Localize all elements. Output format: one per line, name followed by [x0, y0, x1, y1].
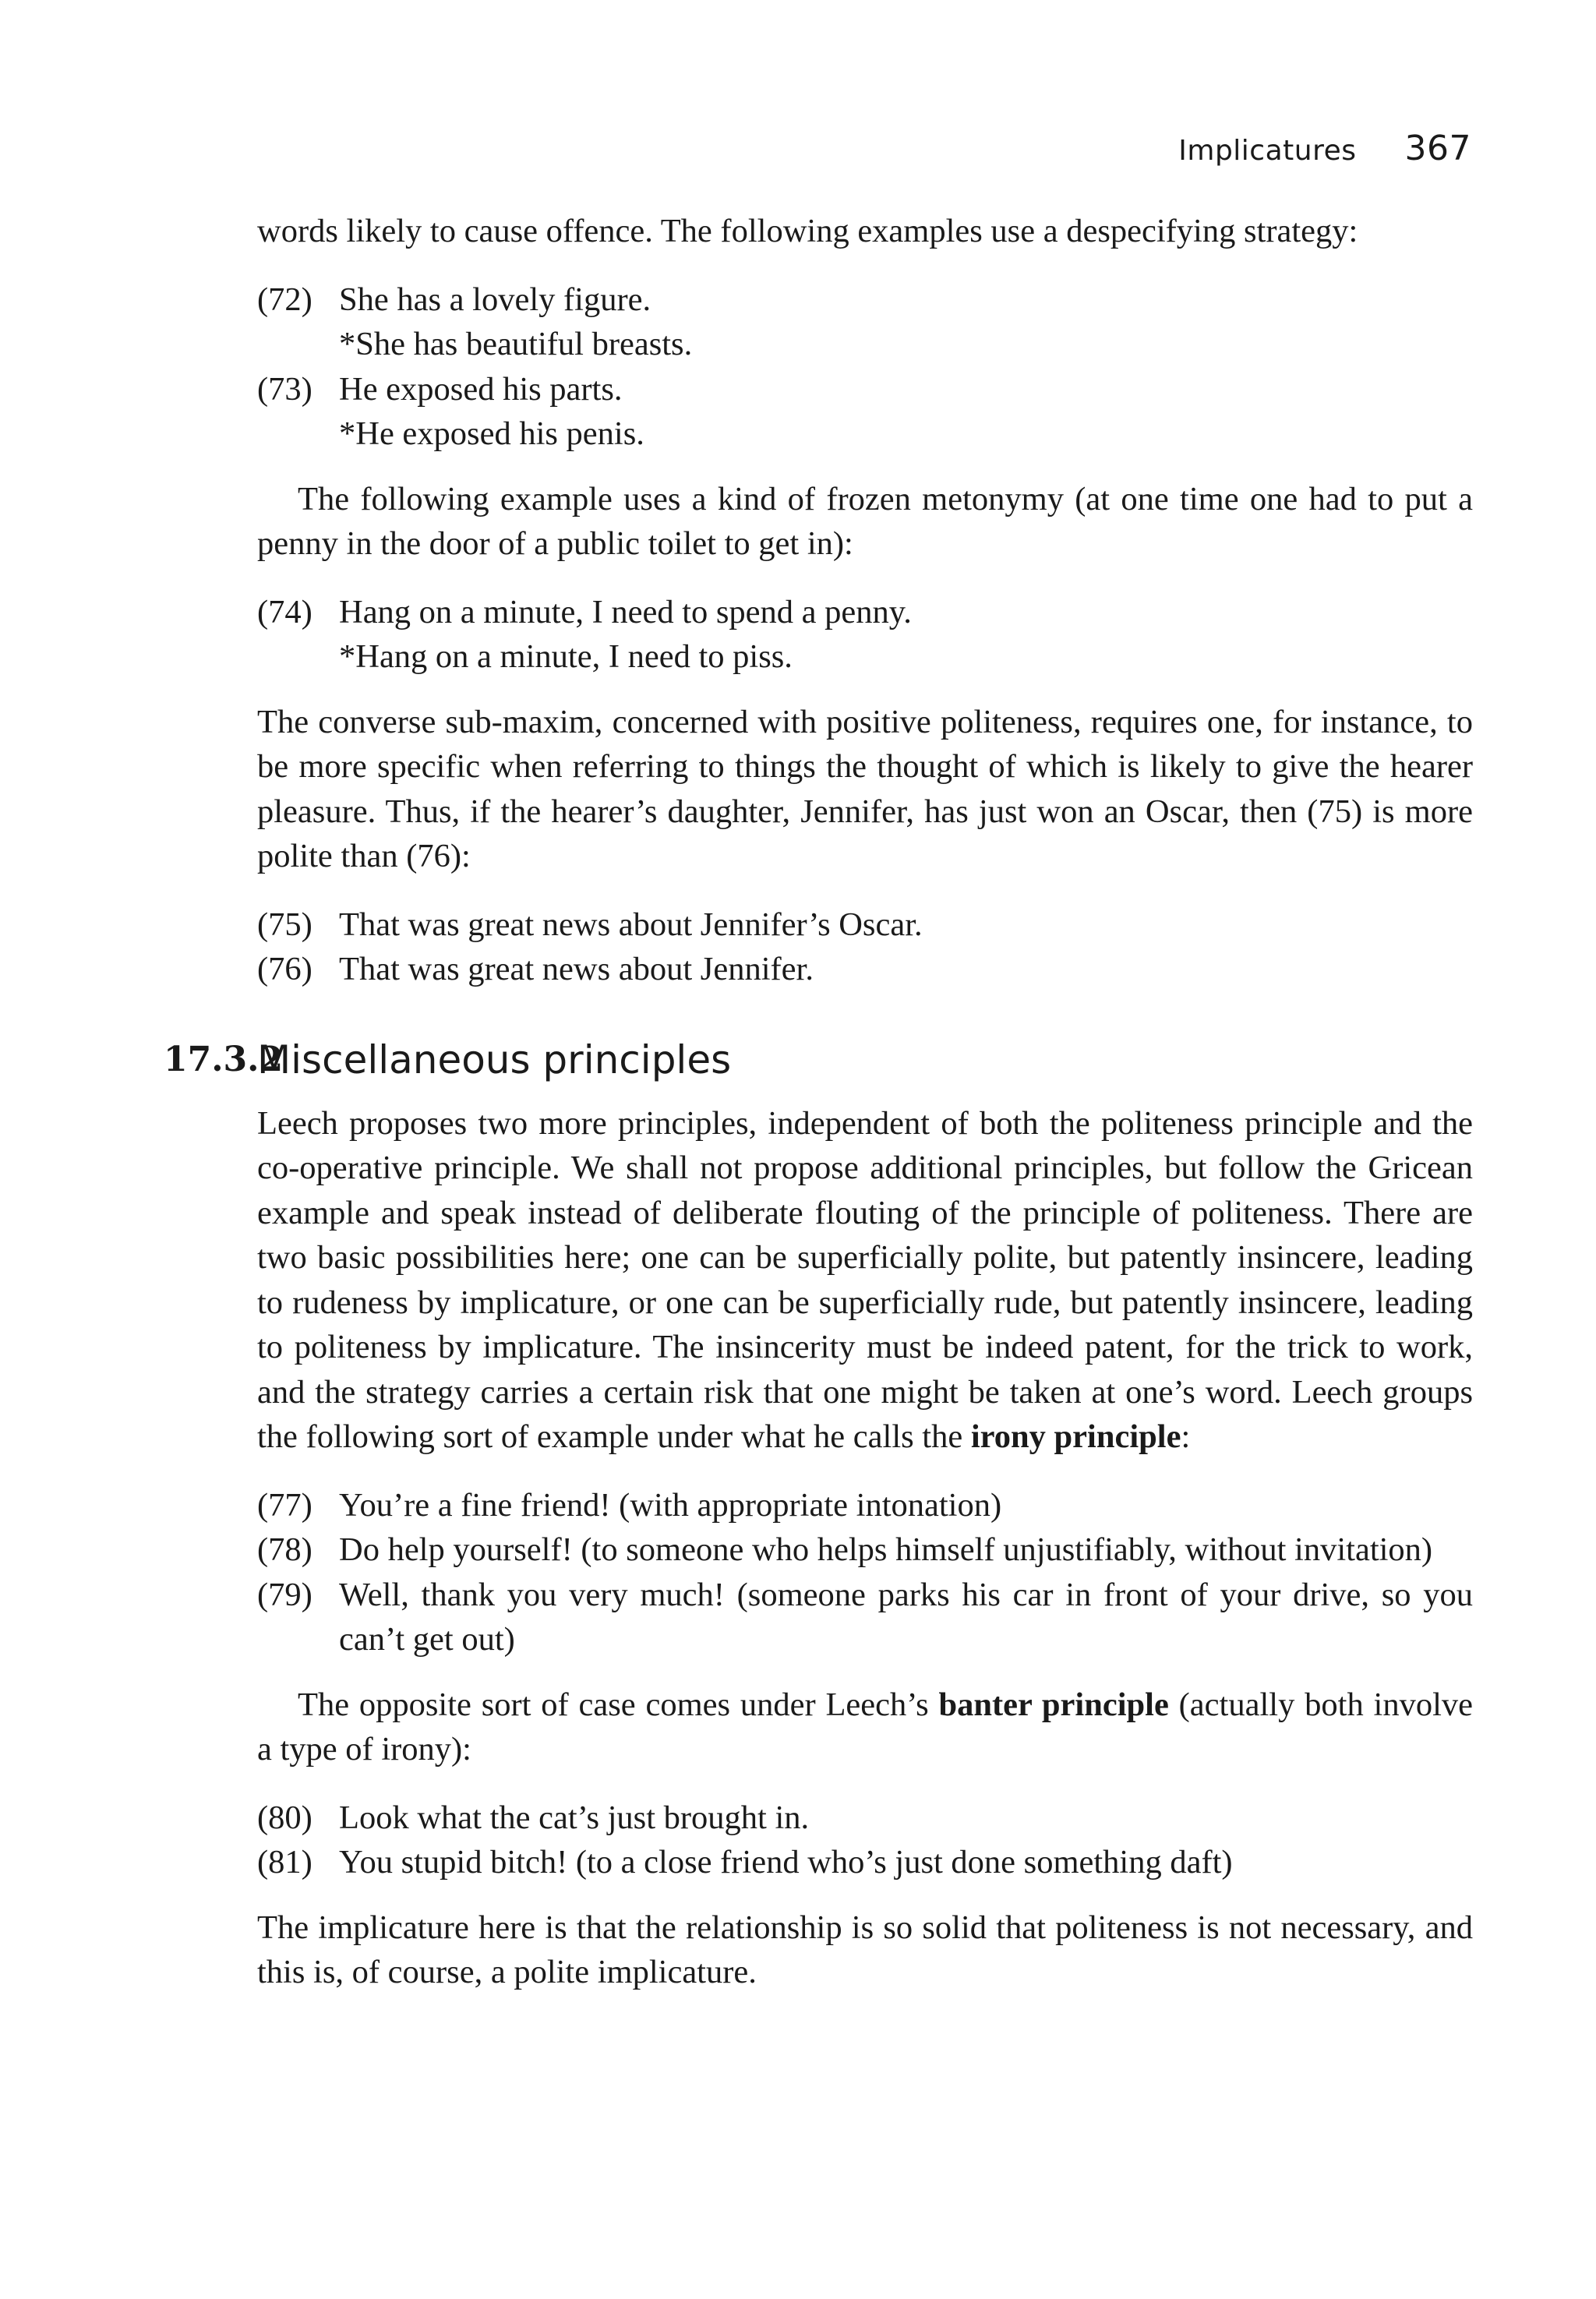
example-group-77-79 — [257, 1483, 1473, 1662]
example-73 — [257, 367, 1473, 457]
example-78 — [257, 1527, 1473, 1573]
example-number: (81) — [257, 1844, 312, 1881]
example-74 — [257, 590, 1473, 680]
example-number: (75) — [257, 906, 312, 943]
example-79 — [257, 1573, 1473, 1662]
example-number: (72) — [257, 281, 312, 318]
paragraph-4: Leech proposes two more principles, independent of both the politeness principle and the co-operative principle. We shall not propose additional principles, but follow the Gricean example and speak instead of deliberate flouting of the principle of politeness. There are two basic possibilities here; one can be superficially polite, but patently insincere, leading to rudeness by implicature, or one can be superficially rude, but patently insincere, leading to politeness by implicature. The insincerity must be indeed patent, for the trick to work, and the strategy carries a certain risk that one might be taken at one’s word. Leech groups the following sort of example under what he calls the irony principle: — [257, 1104, 1473, 1455]
example-number: (73) — [257, 370, 312, 408]
example-number: (78) — [257, 1531, 312, 1568]
example-sentence: Do help yourself! (to someone who helps himself unjustifiably, without invitation) — [339, 1531, 1433, 1568]
example-group-74 — [257, 590, 1473, 680]
section-title: Miscellaneous principles — [257, 1036, 732, 1082]
example-sentence: You stupid bitch! (to a close friend who’s just done something daft) — [339, 1844, 1233, 1881]
section-number: 17.3.2 — [164, 1039, 284, 1079]
paragraph-2: The following example uses a kind of frozen metonymy (at one time one had to put a penny in the door of a public toilet to get in): — [257, 480, 1473, 562]
paragraph-1: words likely to cause offence. The following examples use a despecifying strategy: — [257, 213, 1358, 249]
example-number: (77) — [257, 1486, 312, 1524]
example-number: (79) — [257, 1576, 312, 1613]
example-sentence: You’re a fine friend! (with appropriate intonation) — [339, 1486, 1002, 1524]
example-80 — [257, 1796, 1473, 1841]
example-81 — [257, 1840, 1473, 1885]
term-banter-principle: banter principle — [938, 1686, 1169, 1723]
example-number: (74) — [257, 593, 312, 630]
running-head-section: Implicatures — [1178, 135, 1357, 167]
example-76 — [257, 947, 1473, 992]
page-number: 367 — [1404, 129, 1471, 168]
running-head — [257, 129, 1471, 168]
body-text — [164, 209, 1473, 1995]
example-sentence: That was great news about Jennifer. — [339, 951, 814, 987]
example-group-75-76 — [257, 902, 1473, 992]
example-sentence: She has a lovely figure. — [339, 281, 651, 318]
example-group-72-73 — [257, 277, 1473, 457]
paragraph-5: The opposite sort of case comes under Leech’s banter principle (actually both involve a type of irony): — [257, 1686, 1473, 1768]
example-starred: *Hang on a minute, I need to piss. — [339, 638, 793, 675]
paragraph-3: The converse sub-maxim, concerned with positive politeness, requires one, for instance, to be more specific when referring to things the thought of which is likely to give the hearer pleasure. Thus, if the hearer’s daughter, Jennifer, has just won an Oscar, then (75) is more polite than (76): — [257, 703, 1473, 874]
example-75 — [257, 902, 1473, 948]
example-starred: *She has beautiful breasts. — [339, 326, 693, 362]
example-number: (80) — [257, 1799, 312, 1836]
term-irony-principle: irony principle — [970, 1418, 1181, 1455]
section-heading — [164, 1033, 1473, 1087]
example-group-80-81 — [257, 1796, 1473, 1885]
example-sentence: Look what the cat’s just brought in. — [339, 1799, 810, 1836]
example-sentence: Hang on a minute, I need to spend a penny. — [339, 593, 912, 630]
example-sentence: He exposed his parts. — [339, 370, 623, 408]
example-72 — [257, 277, 1473, 367]
example-77 — [257, 1483, 1473, 1528]
example-starred: *He exposed his penis. — [339, 415, 644, 452]
example-sentence: That was great news about Jennifer’s Oscar. — [339, 906, 923, 943]
example-sentence: Well, thank you very much! (someone parks his car in front of your drive, so you can’t get out) — [339, 1576, 1473, 1658]
paragraph-6: The implicature here is that the relationship is so solid that politeness is not necessary, and this is, of course, a polite implicature. — [257, 1909, 1473, 1990]
example-number: (76) — [257, 951, 312, 987]
